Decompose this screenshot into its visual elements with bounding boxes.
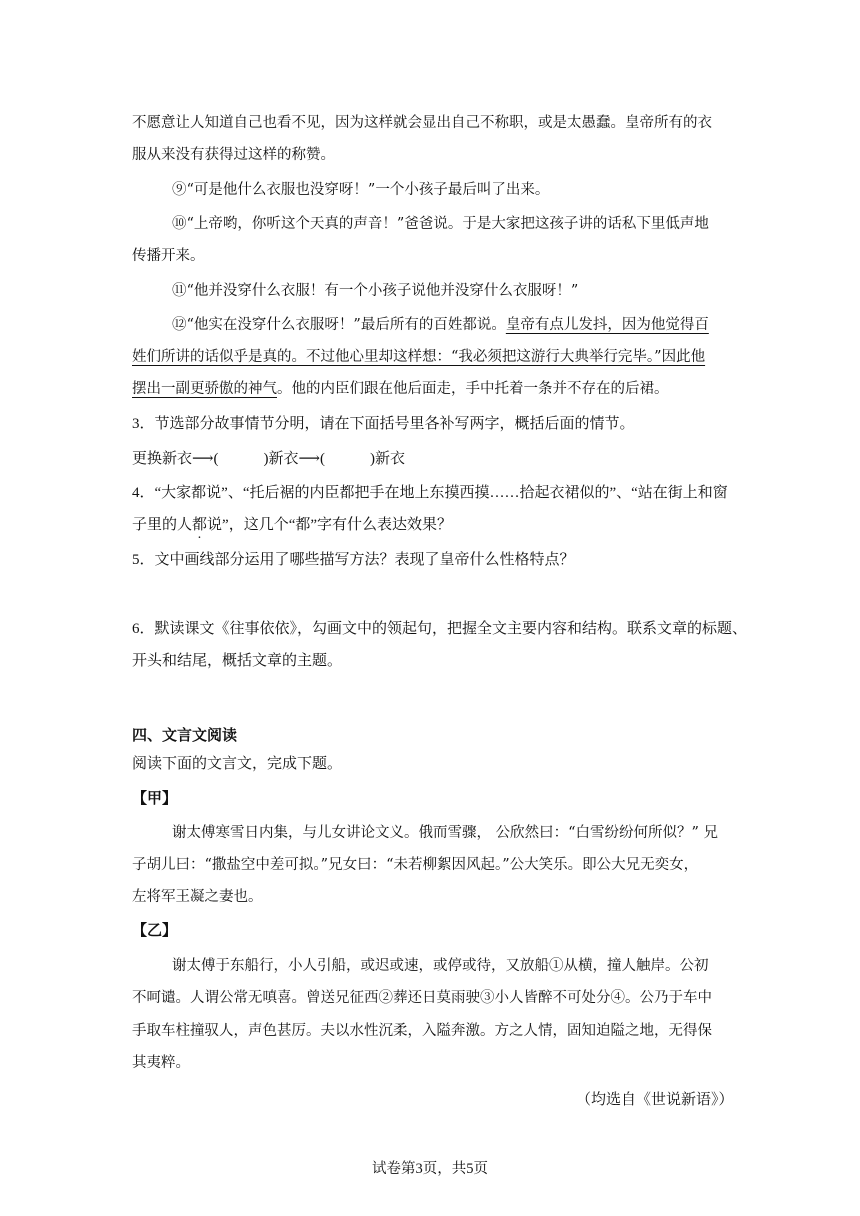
source-citation: （均选自《世说新语》） xyxy=(576,1092,734,1108)
paragraph-12 xyxy=(172,315,709,335)
question-3: 3．节选部分故事情节分明，请在下面括号里各补写两字，概括后面的情节。 xyxy=(132,416,635,432)
underlined-text: 姓们所讲的话似乎是真的。不过他心里却这样想：“我必须把这游行大典举行完毕。”因此他 xyxy=(132,349,706,365)
passage-yi-line: 手取车柱撞驭人，声色甚厉。夫以水性沉柔，入隘奔激。方之人情，固知迫隘之地，无得保 xyxy=(132,1023,712,1039)
question-6-cont: 开头和结尾，概括文章的主题。 xyxy=(132,653,343,669)
paragraph-10-cont: 传播开来。 xyxy=(132,248,205,264)
paragraph-12-text: ⑫“他实在没穿什么衣服呀！”最后所有的百姓都说。 xyxy=(172,317,506,333)
passage-yi-line: 其夷粹。 xyxy=(132,1055,190,1071)
passage-jia-label: 【甲】 xyxy=(132,791,178,807)
paragraph-11: ⑪“他并没穿什么衣服！有一个小孩子说他并没穿什么衣服呀！” xyxy=(172,283,579,299)
question-5: 5．文中画线部分运用了哪些描写方法？表现了皇帝什么性格特点？ xyxy=(132,552,575,568)
underlined-text: 皇帝有点儿发抖，因为他觉得百 xyxy=(505,317,709,333)
paragraph-10: ⑩“上帝哟，你听这个天真的声音！”爸爸说。于是大家把这孩子讲的话私下里低声地 xyxy=(172,216,709,232)
passage-jia-line: 谢太傅寒雪日内集，与儿女讲论文义。俄而雪骤， 公欣然曰：“白雪纷纷何所似？” 兄 xyxy=(172,825,719,841)
paragraph-12-line3 xyxy=(132,379,669,399)
question-3-fill: 更换新衣⟶( )新衣⟶( )新衣 xyxy=(132,451,405,467)
question-4-cont xyxy=(132,515,452,535)
story-line: 服从来没有获得过这样的称赞。 xyxy=(132,147,335,163)
section-heading: 四、文言文阅读 xyxy=(132,728,238,744)
passage-jia-line: 子胡儿曰：“撒盐空中差可拟。”兄女曰：“未若柳絮因风起。”公大笑乐。即公大兄无奕女， xyxy=(132,857,699,873)
paragraph-12-rest: 。他的内臣们跟在他后面走，手中托着一条并不存在的后裙。 xyxy=(277,381,669,397)
passage-yi-line: 不呵谴。人谓公常无嗔喜。曾送兄征西②葬还日莫雨驶③小人皆醉不可处分④。公乃于车中 xyxy=(132,990,712,1006)
emphasis-dot-char: 都 xyxy=(192,517,208,533)
paragraph-9: ⑨“可是他什么衣服也没穿呀！”一个小孩子最后叫了出来。 xyxy=(172,182,550,198)
question-4: 4．“大家都说”、“托后裾的内臣都把手在地上东摸西摸……拾起衣裙似的”、“站在街上和窗 xyxy=(132,485,728,501)
passage-jia-line: 左将军王凝之妻也。 xyxy=(132,889,263,905)
passage-yi-label: 【乙】 xyxy=(132,923,178,939)
question-4-text-a: 子里的人 xyxy=(132,517,193,533)
underlined-text: 摆出一副更骄傲的神气 xyxy=(132,381,277,397)
question-4-text-b: 说”，这几个“都”字有什么表达效果？ xyxy=(207,517,453,533)
question-6: 6．默读课文《往事依依》，勾画文中的领起句，把握全文主要内容和结构。联系文章的标题、 xyxy=(132,621,748,637)
page-footer: 试卷第3页，共5页 xyxy=(372,1161,488,1177)
passage-yi-line: 谢太傅于东船行，小人引船，或迟或速，或停或待，又放船①从横，撞人触岸。公初 xyxy=(172,958,709,974)
story-line: 不愿意让人知道自己也看不见，因为这样就会显出自己不称职，或是太愚蠢。皇帝所有的衣 xyxy=(132,115,712,131)
section-intro: 阅读下面的文言文，完成下题。 xyxy=(132,756,343,772)
